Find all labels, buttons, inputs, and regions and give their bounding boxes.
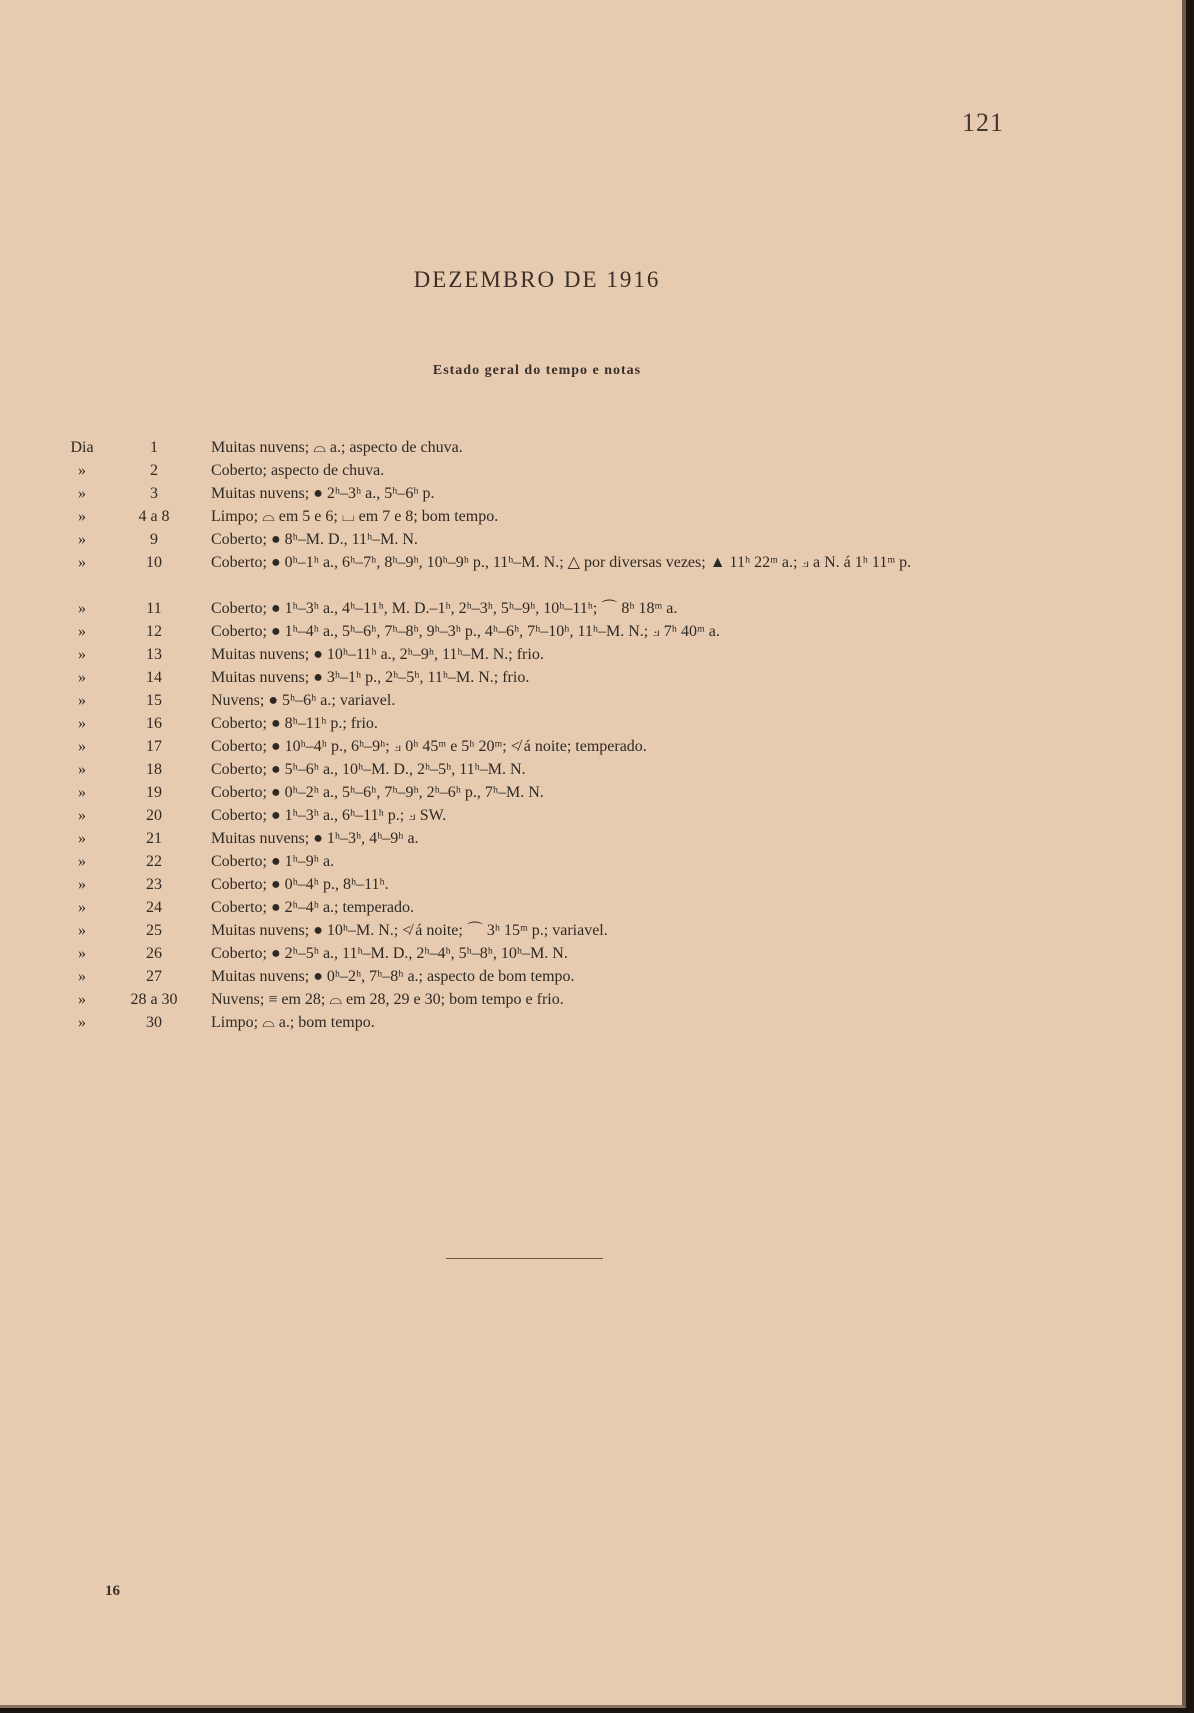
row-day: 11 [146, 600, 162, 617]
row-label: » [78, 600, 86, 617]
row-note: Coberto; ● 0ʰ–4ʰ p., 8ʰ–11ʰ. [211, 876, 389, 893]
row-label: » [78, 853, 86, 870]
row-day: 20 [146, 807, 162, 824]
row-day: 10 [146, 554, 162, 571]
table-row [0, 942, 1180, 965]
row-day: 9 [150, 531, 158, 548]
row-day: 2 [150, 462, 158, 479]
page-title: DEZEMBRO DE 1916 [413, 267, 661, 292]
row-note: Muitas nuvens; ● 0ʰ–2ʰ, 7ʰ–8ʰ a.; aspecto de bom tempo. [211, 968, 575, 985]
row-label: » [78, 508, 86, 525]
row-label: » [78, 899, 86, 916]
row-day: 14 [146, 669, 162, 686]
row-note: Coberto; ● 2ʰ–5ʰ a., 11ʰ–M. D., 2ʰ–4ʰ, 5ʰ–8ʰ, 10ʰ–M. N. [211, 945, 568, 962]
row-label: » [78, 462, 86, 479]
row-note: Coberto; ● 5ʰ–6ʰ a., 10ʰ–M. D., 2ʰ–5ʰ, 11ʰ–M. N. [211, 761, 526, 778]
row-day: 26 [146, 945, 162, 962]
row-label: » [78, 991, 86, 1008]
row-label: » [78, 1014, 86, 1031]
row-note: Coberto; ● 8ʰ–11ʰ p.; frio. [211, 715, 378, 732]
row-note: Coberto; ● 1ʰ–3ʰ a., 6ʰ–11ʰ p.; ⟓ SW. [211, 807, 447, 824]
table-row [0, 988, 1180, 1011]
row-note: Muitas nuvens; ● 10ʰ–M. N.; ≮ á noite; ⌒ 3ʰ 15ᵐ p.; variavel. [211, 922, 608, 939]
row-note: Muitas nuvens; ● 10ʰ–11ʰ a., 2ʰ–9ʰ, 11ʰ–M. N.; frio. [211, 646, 544, 663]
row-note: Coberto; ● 8ʰ–M. D., 11ʰ–M. N. [211, 531, 418, 548]
row-label: » [78, 692, 86, 709]
row-note: Coberto; ● 1ʰ–3ʰ a., 4ʰ–11ʰ, M. D.–1ʰ, 2ʰ–3ʰ, 5ʰ–9ʰ, 10ʰ–11ʰ; ⌒ 8ʰ 18ᵐ a. [211, 600, 678, 617]
table-row [0, 597, 1180, 620]
row-day: 30 [146, 1014, 162, 1031]
row-label: » [78, 784, 86, 801]
signature-mark: 16 [105, 1583, 120, 1599]
row-label: » [78, 830, 86, 847]
table-row [0, 666, 1180, 689]
row-day: 24 [146, 899, 162, 916]
row-note: Muitas nuvens; ⌓ a.; aspecto de chuva. [211, 439, 463, 456]
row-label: » [78, 876, 86, 893]
section-divider [446, 1258, 603, 1259]
row-label: » [78, 646, 86, 663]
row-note: Muitas nuvens; ● 3ʰ–1ʰ p., 2ʰ–5ʰ, 11ʰ–M. N.; frio. [211, 669, 530, 686]
row-note: Coberto; ● 0ʰ–2ʰ a., 5ʰ–6ʰ, 7ʰ–9ʰ, 2ʰ–6ʰ p., 7ʰ–M. N. [211, 784, 544, 801]
row-note: Coberto; ● 1ʰ–4ʰ a., 5ʰ–6ʰ, 7ʰ–8ʰ, 9ʰ–3ʰ p., 4ʰ–6ʰ, 7ʰ–10ʰ, 11ʰ–M. N.; ⟓ 7ʰ 40ᵐ a. [211, 623, 720, 640]
row-day: 21 [146, 830, 162, 847]
row-label: Dia [70, 439, 94, 456]
row-label: » [78, 968, 86, 985]
table-row [0, 896, 1180, 919]
row-day: 15 [146, 692, 162, 709]
row-label: » [78, 807, 86, 824]
table-row [0, 551, 1180, 597]
row-day: 19 [146, 784, 162, 801]
row-note: Nuvens; ● 5ʰ–6ʰ a.; variavel. [211, 692, 396, 709]
row-note: Coberto; ● 10ʰ–4ʰ p., 6ʰ–9ʰ; ⟓ 0ʰ 45ᵐ e 5ʰ 20ᵐ; ≮ á noite; temperado. [211, 738, 647, 755]
page-number: 121 [962, 108, 1004, 137]
row-label: » [78, 623, 86, 640]
row-label: » [78, 761, 86, 778]
row-note: Muitas nuvens; ● 1ʰ–3ʰ, 4ʰ–9ʰ a. [211, 830, 419, 847]
row-note: Nuvens; ≡ em 28; ⌓ em 28, 29 e 30; bom tempo e frio. [211, 991, 564, 1008]
table-row [0, 482, 1180, 505]
table-row [0, 965, 1180, 988]
row-label: » [78, 945, 86, 962]
table-row [0, 689, 1180, 712]
row-note: Coberto; ● 2ʰ–4ʰ a.; temperado. [211, 899, 415, 916]
table-row [0, 436, 1180, 459]
row-note: Limpo; ⌓ em 5 e 6; ⌴ em 7 e 8; bom tempo. [211, 508, 499, 525]
table-row [0, 850, 1180, 873]
table-row [0, 827, 1180, 850]
row-note: Coberto; ● 1ʰ–9ʰ a. [211, 853, 335, 870]
row-label: » [78, 531, 86, 548]
table-row [0, 620, 1180, 643]
table-row [0, 781, 1180, 804]
row-label: » [78, 922, 86, 939]
row-day: 12 [146, 623, 162, 640]
table-row [0, 712, 1180, 735]
table-row [0, 873, 1180, 896]
section-subtitle: Estado geral do tempo e notas [432, 363, 642, 378]
row-day: 25 [146, 922, 162, 939]
row-note: Coberto; ● 0ʰ–1ʰ a., 6ʰ–7ʰ, 8ʰ–9ʰ, 10ʰ–9ʰ p., 11ʰ–M. N.; △ por diversas vezes; ▲ 11ʰ 22ᵐ a.; ⟓ a N. á 1ʰ 11ᵐ p. [211, 554, 912, 571]
row-label: » [78, 738, 86, 755]
row-note: Muitas nuvens; ● 2ʰ–3ʰ a., 5ʰ–6ʰ p. [211, 485, 435, 502]
table-row [0, 505, 1180, 528]
weather-notes-table [0, 436, 1180, 1034]
row-day: 27 [146, 968, 162, 985]
row-day: 23 [146, 876, 162, 893]
row-label: » [78, 485, 86, 502]
row-day: 4 a 8 [138, 508, 170, 525]
table-row [0, 643, 1180, 666]
row-note: Limpo; ⌓ a.; bom tempo. [211, 1014, 375, 1031]
row-day: 13 [146, 646, 162, 663]
table-row [0, 919, 1180, 942]
row-day: 28 a 30 [130, 991, 178, 1008]
row-note: Coberto; aspecto de chuva. [211, 462, 385, 479]
row-day: 22 [146, 853, 162, 870]
row-label: » [78, 554, 86, 571]
row-label: » [78, 669, 86, 686]
row-day: 18 [146, 761, 162, 778]
table-row [0, 804, 1180, 827]
table-row [0, 459, 1180, 482]
table-row [0, 528, 1180, 551]
table-row [0, 758, 1180, 781]
row-day: 1 [150, 439, 158, 456]
row-day: 17 [146, 738, 162, 755]
row-day: 3 [150, 485, 158, 502]
table-row [0, 1011, 1180, 1034]
row-day: 16 [146, 715, 162, 732]
table-row [0, 735, 1180, 758]
row-label: » [78, 715, 86, 732]
